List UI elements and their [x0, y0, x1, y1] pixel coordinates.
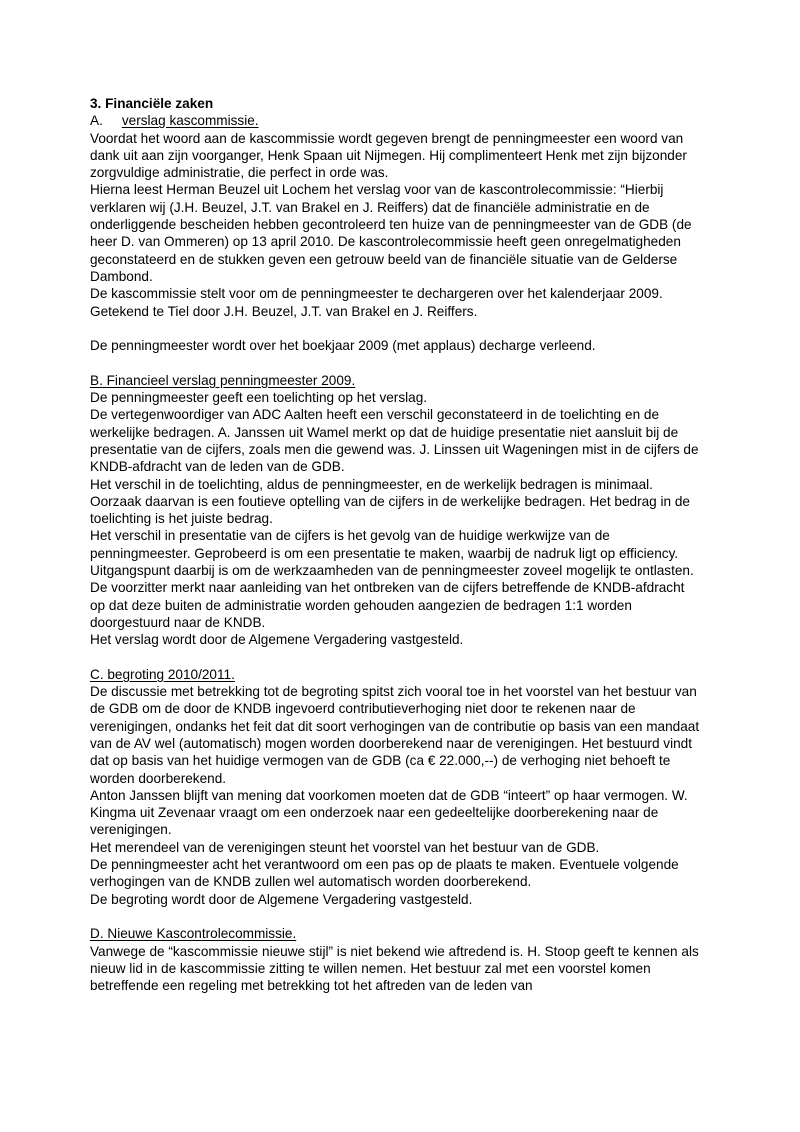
paragraph: De penningmeester wordt over het boekjaar 2009 (met applaus) decharge verleend. — [90, 338, 596, 354]
paragraph-spacer — [90, 354, 702, 371]
section-marker-d: D. — [90, 926, 104, 942]
paragraph: Het verslag wordt door de Algemene Vergadering vastgesteld. — [90, 632, 464, 648]
section-heading-b — [90, 372, 702, 389]
paragraph: Voordat het woord aan de kascommissie wordt gegeven brengt de penningmeester een woord van dank uit aan zijn voorganger, Henk Spaan uit Nijmegen. Hij complimenteert Henk met zijn bijzonder zorgvuldige administratie, die perfect in orde was. — [90, 130, 691, 181]
section-title-a: verslag kascommissie. — [121, 113, 259, 129]
section-marker-b: B. — [90, 372, 103, 388]
section-title-c — [90, 667, 235, 682]
paragraph: Hierna leest Herman Beuzel uit Lochem het verslag voor van de kascontrolecommissie: “Hierbij verklaren wij (J.H. Beuzel, J.T. van Brakel en J. Reiffers) dat de financiële administratie en de onderliggende bescheiden hebben gecontroleerd ten huize van de penningmeester van de GDB (de heer D. van Ommeren) op 13 april 2010. De kascontrolecommissie heeft geen onregelmatigheden geconstateerd en de stukken geven een getrouw beeld van de financiële situatie van de Gelderse Dambond. — [90, 182, 696, 284]
section-title-b-text: Financieel verslag penningmeester 2009. — [106, 372, 356, 388]
section-title-c-text: begroting 2010/2011. — [107, 666, 235, 682]
section-title-d-text: Nieuwe Kascontrolecommissie. — [107, 926, 297, 942]
paragraph: Getekend te Tiel door J.H. Beuzel, J.T. van Brakel en J. Reiffers. — [90, 303, 478, 319]
paragraph: De discussie met betrekking tot de begroting spitst zich vooral toe in het voorstel van het bestuur van de GDB om de door de KNDB ingevoerd contributieverhoging niet door te rekenen naar de verenigingen, ondanks het feit dat dit soort verhogingen van de contributie op basis van een mandaat van de AV wel (automatisch) mogen worden doorberekend naar de verenigingen. Het bestuurd vindt dat op basis van het huidige vermogen van de GDB (ca € 22.000,--) de verhoging niet behoeft te worden doorberekend. — [90, 684, 703, 786]
paragraph: De vertegenwoordiger van ADC Aalten heeft een verschil geconstateerd in de toelichting en de werkelijke bedragen. A. Janssen uit Wamel merkt op dat de huidige presentatie niet aansluit bij de presentatie van de cijfers, zoals men die gewend was. J. Linssen uit Wageningen mist in de cijfers de KNDB-afdracht van de leden van de GDB. — [90, 407, 703, 475]
paragraph: Het verschil in de toelichting, aldus de penningmeester, en de werkelijk bedragen is minimaal. Oorzaak daarvan is een foutieve optelling van de cijfers in de werkelijke bedragen. Het bedrag in de toelichting is het juiste bedrag. — [90, 476, 694, 527]
paragraph: De kascommissie stelt voor om de penningmeester te dechargeren over het kalenderjaar 2009. — [90, 286, 663, 302]
page-title: 3. Financiële zaken — [90, 96, 214, 111]
paragraph: De begroting wordt door de Algemene Vergadering vastgesteld. — [90, 891, 473, 907]
paragraph: Anton Janssen blijft van mening dat voorkomen moeten dat de GDB “inteert” op haar vermogen. W. Kingma uit Zevenaar vraagt om een onderzoek naar een gedeeltelijke doorberekening naar de verenigingen. — [90, 787, 692, 838]
section-heading-d — [90, 925, 702, 942]
paragraph: Het verschil in presentatie van de cijfers is het gevolg van de huidige werkwijze van de penningmeester. Geprobeerd is om een presentatie te maken, waarbij de nadruk ligt op efficiency. Uitgangspunt daarbij is om de werkzaamheden van de penningmeester zoveel mogelijk te ontlasten. — [90, 528, 694, 579]
paragraph: Het merendeel van de verenigingen steunt het voorstel van het bestuur van de GDB. — [90, 839, 600, 855]
section-marker-a: A. — [90, 113, 103, 129]
section-heading-a — [90, 112, 702, 129]
paragraph-spacer — [90, 649, 702, 666]
section-title-d — [90, 926, 296, 941]
paragraph-spacer — [90, 908, 702, 925]
section-heading-c — [90, 666, 702, 683]
section-marker-c: C. — [90, 666, 104, 682]
document-body — [90, 95, 702, 994]
paragraph: Vanwege de “kascommissie nieuwe stijl” is niet bekend wie aftredend is. H. Stoop geeft te kennen als nieuw lid in de kascommissie zitting te willen nemen. Het bestuur zal met een voorstel komen betreffende een regeling met betrekking tot het aftreden van de leden van — [90, 943, 703, 994]
paragraph: De penningmeester geeft een toelichting op het verslag. — [90, 390, 428, 406]
paragraph: De penningmeester acht het verantwoord om een pas op de plaats te maken. Eventuele volgende verhogingen van de KNDB zullen wel automatisch worden doorberekend. — [90, 857, 683, 890]
paragraph-spacer — [90, 320, 702, 337]
section-title-b — [90, 373, 355, 388]
paragraph: De voorzitter merkt naar aanleiding van het ontbreken van de cijfers betreffende de KNDB-afdracht op dat deze buiten de administratie worden gehouden aangezien de bedragen 1:1 worden doorgestuurd naar de KNDB. — [90, 580, 689, 630]
